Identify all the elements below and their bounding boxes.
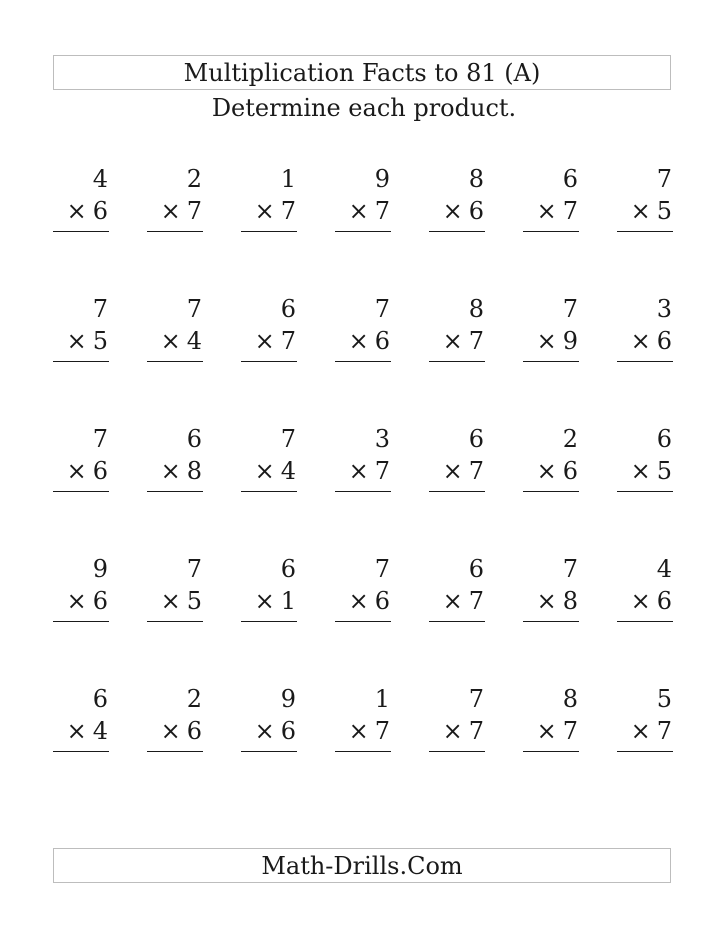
multiplier: 4 xyxy=(92,717,108,745)
multiplier: 1 xyxy=(280,587,296,615)
answer-line xyxy=(53,491,109,492)
answer-line xyxy=(147,361,203,362)
times-sign: × xyxy=(66,327,87,355)
worksheet-instructions: Determine each product. xyxy=(211,94,517,122)
answer-line xyxy=(335,621,391,622)
multiplicand: 7 xyxy=(468,685,484,713)
problem-item xyxy=(147,683,203,755)
multiplicand: 6 xyxy=(186,425,202,453)
multiplier-row xyxy=(429,195,485,227)
multiplier-row xyxy=(147,195,203,227)
multiplicand: 9 xyxy=(374,165,390,193)
times-sign: × xyxy=(254,587,275,615)
multiplier: 6 xyxy=(656,327,672,355)
problem-item xyxy=(147,553,203,625)
multiplier: 6 xyxy=(92,587,108,615)
multiplier-row xyxy=(335,585,391,617)
multiplicand: 7 xyxy=(186,555,202,583)
problem-item xyxy=(53,293,109,365)
problem-item xyxy=(523,293,579,365)
multiplier: 7 xyxy=(186,197,202,225)
answer-line xyxy=(523,751,579,752)
multiplicand: 7 xyxy=(656,165,672,193)
problem-item xyxy=(429,423,485,495)
multiplier-row xyxy=(335,715,391,747)
times-sign: × xyxy=(536,717,557,745)
answer-line xyxy=(523,621,579,622)
times-sign: × xyxy=(536,197,557,225)
times-sign: × xyxy=(536,457,557,485)
problem-item xyxy=(335,683,391,755)
times-sign: × xyxy=(536,587,557,615)
multiplier-row xyxy=(523,195,579,227)
answer-line xyxy=(429,231,485,232)
multiplicand: 7 xyxy=(374,295,390,323)
times-sign: × xyxy=(442,327,463,355)
multiplicand: 2 xyxy=(562,425,578,453)
footer-box xyxy=(53,848,671,883)
multiplicand: 8 xyxy=(562,685,578,713)
multiplier: 6 xyxy=(656,587,672,615)
problem-item xyxy=(241,553,297,625)
times-sign: × xyxy=(160,587,181,615)
times-sign: × xyxy=(442,587,463,615)
multiplier: 7 xyxy=(562,717,578,745)
times-sign: × xyxy=(254,717,275,745)
times-sign: × xyxy=(442,717,463,745)
multiplicand: 6 xyxy=(280,295,296,323)
multiplier: 7 xyxy=(468,587,484,615)
multiplier-row xyxy=(429,585,485,617)
multiplier: 7 xyxy=(468,457,484,485)
answer-line xyxy=(335,361,391,362)
multiplier-row xyxy=(617,455,673,487)
problem-item xyxy=(335,423,391,495)
multiplier-row xyxy=(147,455,203,487)
answer-line xyxy=(429,361,485,362)
multiplicand: 4 xyxy=(656,555,672,583)
answer-line xyxy=(335,231,391,232)
times-sign: × xyxy=(254,197,275,225)
answer-line xyxy=(241,621,297,622)
answer-line xyxy=(241,361,297,362)
problem-item xyxy=(241,423,297,495)
multiplier-row xyxy=(53,715,109,747)
answer-line xyxy=(53,361,109,362)
answer-line xyxy=(53,751,109,752)
multiplier-row xyxy=(617,715,673,747)
multiplicand: 7 xyxy=(280,425,296,453)
problem-item xyxy=(523,163,579,235)
multiplier: 5 xyxy=(186,587,202,615)
multiplier: 5 xyxy=(92,327,108,355)
times-sign: × xyxy=(630,197,651,225)
multiplicand: 9 xyxy=(280,685,296,713)
footer-site-name: Math-Drills.Com xyxy=(261,851,463,880)
multiplicand: 1 xyxy=(374,685,390,713)
problem-item xyxy=(429,553,485,625)
multiplier-row xyxy=(53,325,109,357)
answer-line xyxy=(617,491,673,492)
answer-line xyxy=(523,491,579,492)
times-sign: × xyxy=(254,327,275,355)
answer-line xyxy=(53,231,109,232)
multiplier: 5 xyxy=(656,457,672,485)
problem-item xyxy=(335,553,391,625)
multiplicand: 5 xyxy=(656,685,672,713)
multiplier-row xyxy=(523,585,579,617)
multiplier-row xyxy=(53,195,109,227)
problem-item xyxy=(147,423,203,495)
times-sign: × xyxy=(348,457,369,485)
multiplier: 7 xyxy=(374,197,390,225)
multiplier: 5 xyxy=(656,197,672,225)
multiplier: 7 xyxy=(280,327,296,355)
multiplier-row xyxy=(429,715,485,747)
answer-line xyxy=(617,751,673,752)
problem-item xyxy=(335,293,391,365)
multiplicand: 6 xyxy=(468,425,484,453)
multiplicand: 6 xyxy=(656,425,672,453)
multiplier-row xyxy=(147,325,203,357)
multiplier: 7 xyxy=(374,457,390,485)
times-sign: × xyxy=(630,717,651,745)
multiplicand: 3 xyxy=(656,295,672,323)
multiplier-row xyxy=(523,715,579,747)
problem-item xyxy=(523,553,579,625)
problem-item xyxy=(241,683,297,755)
multiplier: 7 xyxy=(280,197,296,225)
problem-item xyxy=(53,553,109,625)
times-sign: × xyxy=(630,457,651,485)
multiplicand: 8 xyxy=(468,295,484,323)
multiplier: 7 xyxy=(468,717,484,745)
multiplier: 6 xyxy=(374,327,390,355)
multiplier: 6 xyxy=(468,197,484,225)
times-sign: × xyxy=(442,457,463,485)
multiplier-row xyxy=(53,585,109,617)
times-sign: × xyxy=(160,457,181,485)
answer-line xyxy=(523,231,579,232)
answer-line xyxy=(241,751,297,752)
answer-line xyxy=(335,751,391,752)
times-sign: × xyxy=(348,197,369,225)
multiplier-row xyxy=(241,195,297,227)
multiplier-row xyxy=(429,455,485,487)
answer-line xyxy=(617,621,673,622)
times-sign: × xyxy=(160,327,181,355)
problem-item xyxy=(617,683,673,755)
problem-item xyxy=(53,683,109,755)
multiplicand: 7 xyxy=(92,295,108,323)
multiplicand: 7 xyxy=(92,425,108,453)
problem-item xyxy=(617,423,673,495)
multiplier-row xyxy=(335,195,391,227)
multiplier: 4 xyxy=(280,457,296,485)
answer-line xyxy=(53,621,109,622)
answer-line xyxy=(147,231,203,232)
answer-line xyxy=(429,751,485,752)
problem-item xyxy=(147,163,203,235)
multiplier-row xyxy=(53,455,109,487)
multiplier-row xyxy=(617,195,673,227)
times-sign: × xyxy=(66,717,87,745)
times-sign: × xyxy=(348,717,369,745)
multiplicand: 7 xyxy=(562,555,578,583)
problem-item xyxy=(335,163,391,235)
times-sign: × xyxy=(160,717,181,745)
multiplier: 7 xyxy=(374,717,390,745)
multiplier-row xyxy=(617,325,673,357)
worksheet-title-box xyxy=(53,55,671,90)
multiplicand: 3 xyxy=(374,425,390,453)
multiplicand: 2 xyxy=(186,165,202,193)
answer-line xyxy=(147,621,203,622)
multiplier: 7 xyxy=(468,327,484,355)
multiplier: 6 xyxy=(92,197,108,225)
times-sign: × xyxy=(66,587,87,615)
multiplier-row xyxy=(523,325,579,357)
multiplier: 7 xyxy=(562,197,578,225)
multiplicand: 4 xyxy=(92,165,108,193)
multiplicand: 9 xyxy=(92,555,108,583)
multiplier-row xyxy=(429,325,485,357)
multiplicand: 7 xyxy=(186,295,202,323)
times-sign: × xyxy=(536,327,557,355)
multiplicand: 2 xyxy=(186,685,202,713)
multiplier-row xyxy=(147,585,203,617)
answer-line xyxy=(429,621,485,622)
multiplier-row xyxy=(241,585,297,617)
multiplier-row xyxy=(335,455,391,487)
multiplier-row xyxy=(241,715,297,747)
multiplier-row xyxy=(617,585,673,617)
multiplier-row xyxy=(241,455,297,487)
times-sign: × xyxy=(66,457,87,485)
answer-line xyxy=(241,231,297,232)
multiplier: 8 xyxy=(186,457,202,485)
problem-item xyxy=(617,553,673,625)
multiplicand: 6 xyxy=(280,555,296,583)
answer-line xyxy=(429,491,485,492)
problem-item xyxy=(241,293,297,365)
multiplicand: 8 xyxy=(468,165,484,193)
multiplier: 6 xyxy=(374,587,390,615)
multiplicand: 1 xyxy=(280,165,296,193)
answer-line xyxy=(617,231,673,232)
problem-item xyxy=(429,163,485,235)
answer-line xyxy=(523,361,579,362)
multiplier-row xyxy=(523,455,579,487)
answer-line xyxy=(147,491,203,492)
multiplier: 6 xyxy=(186,717,202,745)
answer-line xyxy=(335,491,391,492)
multiplicand: 7 xyxy=(562,295,578,323)
problem-item xyxy=(523,683,579,755)
multiplicand: 6 xyxy=(468,555,484,583)
problem-item xyxy=(617,293,673,365)
times-sign: × xyxy=(160,197,181,225)
multiplier-row xyxy=(241,325,297,357)
problem-item xyxy=(147,293,203,365)
multiplier-row xyxy=(335,325,391,357)
answer-line xyxy=(617,361,673,362)
times-sign: × xyxy=(254,457,275,485)
answer-line xyxy=(241,491,297,492)
multiplicand: 6 xyxy=(562,165,578,193)
problem-item xyxy=(53,163,109,235)
times-sign: × xyxy=(442,197,463,225)
times-sign: × xyxy=(630,327,651,355)
times-sign: × xyxy=(66,197,87,225)
problem-item xyxy=(53,423,109,495)
worksheet-title: Multiplication Facts to 81 (A) xyxy=(183,58,541,87)
problem-item xyxy=(523,423,579,495)
answer-line xyxy=(147,751,203,752)
problem-item xyxy=(241,163,297,235)
multiplicand: 6 xyxy=(92,685,108,713)
multiplier: 6 xyxy=(92,457,108,485)
multiplier: 8 xyxy=(562,587,578,615)
times-sign: × xyxy=(348,587,369,615)
multiplier: 6 xyxy=(280,717,296,745)
problem-item xyxy=(429,293,485,365)
problem-grid xyxy=(53,163,674,755)
multiplier-row xyxy=(147,715,203,747)
times-sign: × xyxy=(348,327,369,355)
multiplier: 7 xyxy=(656,717,672,745)
multiplicand: 7 xyxy=(374,555,390,583)
problem-item xyxy=(617,163,673,235)
times-sign: × xyxy=(630,587,651,615)
multiplier: 6 xyxy=(562,457,578,485)
multiplier: 9 xyxy=(562,327,578,355)
multiplier: 4 xyxy=(186,327,202,355)
problem-item xyxy=(429,683,485,755)
